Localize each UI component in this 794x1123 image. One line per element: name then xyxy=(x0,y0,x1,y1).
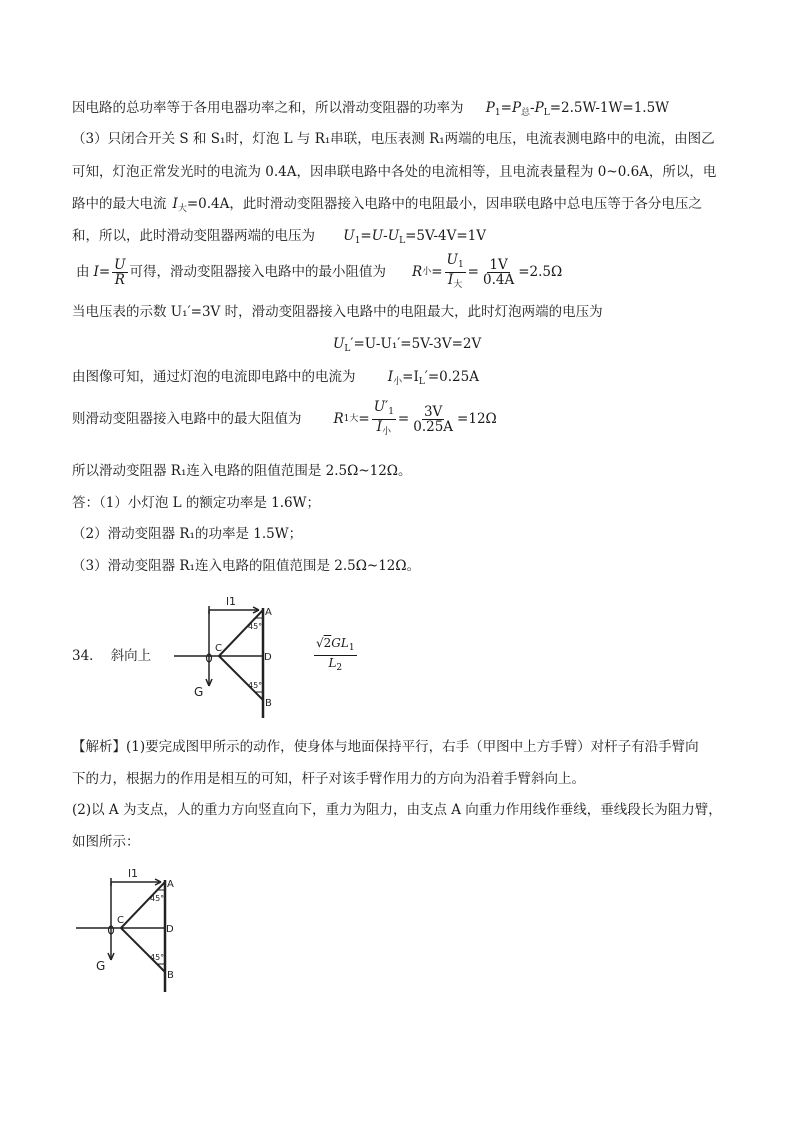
angle-label-bottom: 45° xyxy=(248,681,263,690)
label-b: B xyxy=(265,698,272,709)
answer-line-2: （2）滑动变阻器 R₁的功率是 1.5W； xyxy=(72,526,303,542)
text-line-2: （3）只闭合开关 S 和 S₁时，灯泡 L 与 R₁串联，电压表测 R₁两端的电压，电流表测电路中的电流，由图乙 xyxy=(72,131,715,147)
question-34: 34． 斜向上 xyxy=(72,648,152,664)
analysis-line-1: 【解析】(1)要完成图甲所示的动作，使身体与地面保持平行，右手（甲图中上方手臂）对杆子有沿手臂向 xyxy=(72,739,699,755)
svg-text:G: G xyxy=(96,959,106,973)
label-c: C xyxy=(215,643,222,654)
label-g: G xyxy=(194,685,204,699)
answer-line-3: （3）滑动变阻器 R₁连入电路的阻值范围是 2.5Ω~12Ω。 xyxy=(72,558,421,574)
svg-text:C: C xyxy=(117,915,124,926)
analysis-line-2: 下的力，根据力的作用是相互的可知，杆子对该手臂作用力的方向为沿着手臂斜向上。 xyxy=(72,771,585,787)
svg-text:45°: 45° xyxy=(150,894,165,903)
text-line-8: $U_L'=U-U_1'=5V-3V=2V$ xyxy=(333,336,482,354)
svg-text:45°: 45° xyxy=(150,953,165,962)
line1-text: 因电路的总功率等于各用电器功率之和，所以滑动变阻器的功率为 xyxy=(72,100,464,116)
lever-diagram-1 xyxy=(170,594,280,722)
text-line-7: 当电压表的示数 U₁′=3V 时，滑动变阻器接入电路中的电阻最大，此时灯泡两端的电压为 xyxy=(72,304,603,320)
label-a: A xyxy=(265,607,272,618)
power-formula: $P_1=P_总-P_L=2.5W-1W=1.5W$ xyxy=(485,100,670,118)
q34-formula: $\frac{√2GL_1}{L_2}$ xyxy=(316,636,355,673)
text-line-11: 所以滑动变阻器 R₁连入电路的阻值范围是 2.5Ω~12Ω。 xyxy=(72,463,412,479)
lower-arm xyxy=(219,656,263,700)
svg-text:D: D xyxy=(166,924,174,935)
label-d: D xyxy=(264,652,272,663)
text-line-10: 则滑动变阻器接入电路中的最大阻值为 R 1大 = $\frac{U'_1}{I_小}$ = $\frac{3V}{0.25A}$ =12Ω xyxy=(72,398,497,437)
analysis-line-4: 如图所示： xyxy=(72,834,140,850)
text-line-6: 由 I = $\frac{U}{R}$ 可得，滑动变阻器接入电路中的最小阻值为 R 小 = $\frac{U_1}{I_大}$ = $\frac{1V}{0.4A}$ =2.5Ω xyxy=(76,251,563,290)
upper-arm xyxy=(219,610,263,656)
angle-label-top: 45° xyxy=(248,622,263,631)
svg-text:l1: l1 xyxy=(128,867,139,880)
answer-line-1: 答：（1）小灯泡 L 的额定功率是 1.6W； xyxy=(72,495,321,511)
analysis-line-3: (2)以 A 为支点，人的重力方向竖直向下，重力为阻力，由支点 A 向重力作用线作垂线，垂线段长为阻力臂， xyxy=(72,802,722,818)
text-line-9: 由图像可知，通过灯泡的电流即电路中的电流为 $I_小=I_L'=0.25A$ xyxy=(72,369,479,387)
text-line-3: 可知，灯泡正常发光时的电流为 0.4A，因串联电路中各处的电流相等，且电流表量程为 0~0.6A，所以，电 xyxy=(72,164,717,180)
text-line-1 xyxy=(72,98,669,123)
svg-text:A: A xyxy=(167,879,174,890)
text-line-5: 和，所以，此时滑动变阻器两端的电压为 $U_1=U-U_L=5V-4V=1V$ xyxy=(72,228,487,246)
lever-diagram-2 xyxy=(72,864,182,996)
svg-text:B: B xyxy=(167,970,174,981)
label-l1: l1 xyxy=(226,595,237,608)
text-line-4: 路中的最大电流 $I_大=0.4A$，此时滑动变阻器接入电路中的电阻最小，因串联电路中总电压等于各分电压之 xyxy=(72,196,702,214)
